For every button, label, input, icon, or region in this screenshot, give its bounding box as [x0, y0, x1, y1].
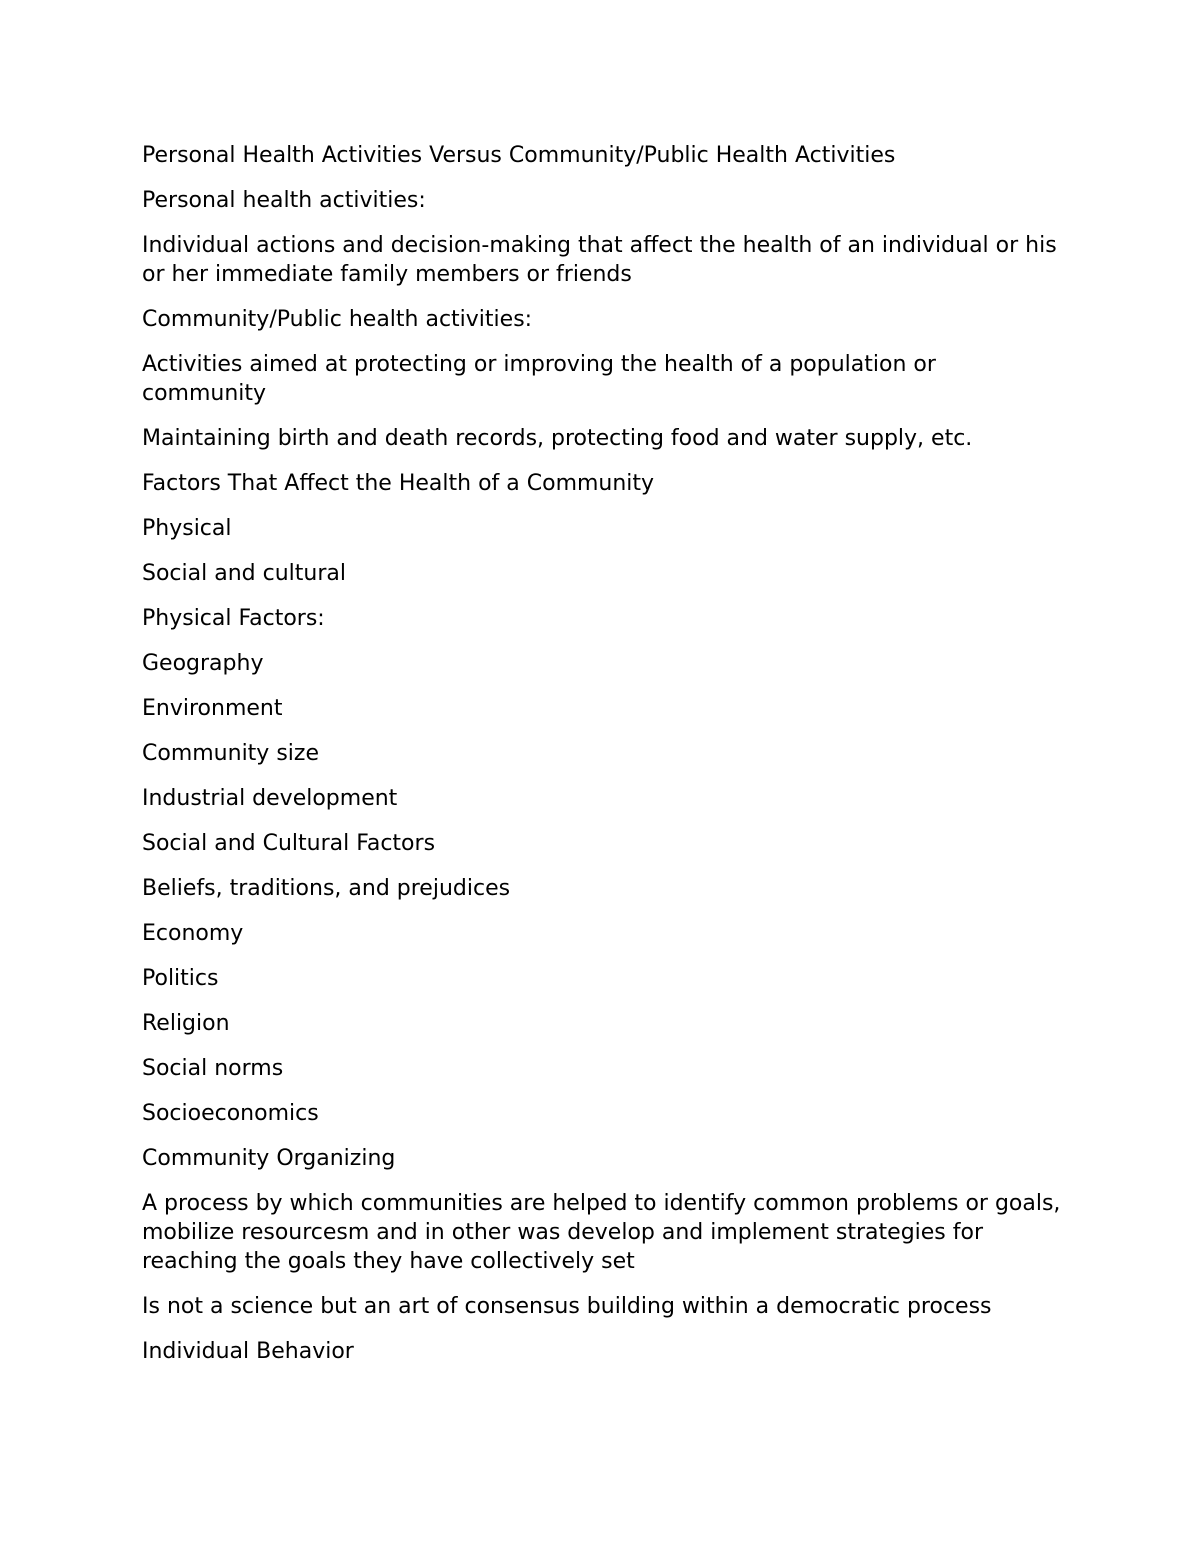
- list-item: Industrial development: [142, 786, 398, 811]
- section-heading-community-organizing: Community Organizing: [142, 1146, 396, 1171]
- list-item: Economy: [142, 921, 244, 946]
- list-item: Physical: [142, 516, 232, 541]
- list-item: Environment: [142, 696, 283, 721]
- list-item: Geography: [142, 651, 264, 676]
- paragraph-community-health-examples: Maintaining birth and death records, protecting food and water supply, etc.: [142, 426, 973, 451]
- paragraph-community-organizing-definition: A process by which communities are helped to identify common problems or goals, mobilize resourcesm and in other was develop and implement strategies for reaching the goals they have collectively set: [142, 1191, 1061, 1274]
- paragraph-personal-health-definition: Individual actions and decision-making that affect the health of an individual or his or her immediate family members or friends: [142, 233, 1057, 287]
- section-heading-social-cultural-factors: Social and Cultural Factors: [142, 831, 436, 856]
- paragraph-community-health-definition: Activities aimed at protecting or improving the health of a population or community: [142, 352, 936, 406]
- list-item: Beliefs, traditions, and prejudices: [142, 876, 511, 901]
- section-heading-physical-factors: Physical Factors:: [142, 606, 325, 631]
- section-heading-personal-health: Personal health activities:: [142, 188, 426, 213]
- document-page: [142, 141, 1062, 1382]
- list-item: Religion: [142, 1011, 230, 1036]
- section-heading-factors: Factors That Affect the Health of a Community: [142, 471, 655, 496]
- document-title: Personal Health Activities Versus Community/Public Health Activities: [142, 143, 896, 168]
- list-item: Social and cultural: [142, 561, 346, 586]
- section-heading-individual-behavior: Individual Behavior: [142, 1339, 354, 1364]
- paragraph-consensus-building: Is not a science but an art of consensus building within a democratic process: [142, 1294, 992, 1319]
- list-item: Politics: [142, 966, 219, 991]
- list-item: Community size: [142, 741, 319, 766]
- list-item: Social norms: [142, 1056, 284, 1081]
- list-item: Socioeconomics: [142, 1101, 319, 1126]
- section-heading-community-health: Community/Public health activities:: [142, 307, 533, 332]
